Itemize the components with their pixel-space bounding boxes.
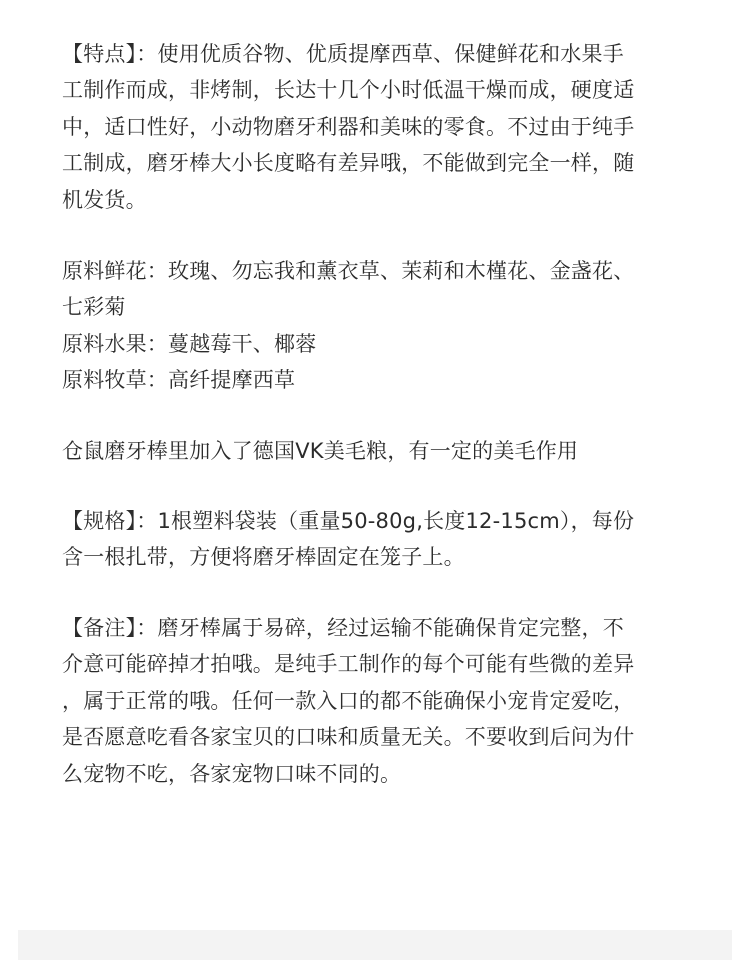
remarks-line: ，属于正常的哦。任何一款入口的都不能确保小宠肯定爱吃， <box>62 688 635 713</box>
remarks-paragraph <box>62 610 712 792</box>
product-description <box>62 36 712 792</box>
ingredients-fruit-line: 原料水果：蔓越莓干、椰蓉 <box>62 331 317 356</box>
remarks-line: 么宠物不吃，各家宠物口味不同的。 <box>62 761 402 786</box>
spec-line: 含一根扎带，方便将磨牙棒固定在笼子上。 <box>62 545 465 570</box>
paragraph-spacer <box>62 218 712 253</box>
ingredients-flowers-line: 七彩菊 <box>62 295 126 320</box>
ingredients-hay-line: 原料牧草：高纤提摩西草 <box>62 368 296 393</box>
remarks-line: 【备注】：磨牙棒属于易碎，经过运输不能确保肯定完整，不 <box>62 615 624 640</box>
remarks-line: 介意可能碎掉才拍哦。是纯手工制作的每个可能有些微的差异 <box>62 652 635 677</box>
paragraph-spacer <box>62 399 712 433</box>
features-line: 【特点】：使用优质谷物、优质提摩西草、保健鲜花和水果手 <box>62 42 624 66</box>
features-paragraph <box>62 36 712 218</box>
ingredients-flowers-line: 原料鲜花：玫瑰、勿忘我和薰衣草、茉莉和木槿花、金盏花、 <box>62 259 635 284</box>
features-line: 工制作而成，非烤制，长达十几个小时低温干燥而成，硬度适 <box>62 78 635 103</box>
features-line: 工制成，磨牙棒大小长度略有差异哦，不能做到完全一样，随 <box>62 151 635 176</box>
spec-line: 【规格】：1根塑料袋装（重量50-80g,长度12-15cm），每份 <box>62 509 635 534</box>
remarks-line: 是否愿意吃看各家宝贝的口味和质量无关。不要收到后问为什 <box>62 725 635 750</box>
vk-note-paragraph <box>62 433 712 469</box>
bottom-divider-band <box>18 930 732 960</box>
paragraph-spacer <box>62 469 712 503</box>
paragraph-spacer <box>62 576 712 610</box>
features-line: 机发货。 <box>62 187 147 212</box>
ingredients-paragraph <box>62 253 712 399</box>
spec-paragraph <box>62 503 712 576</box>
features-line: 中，适口性好，小动物磨牙利器和美味的零食。不过由于纯手 <box>62 114 635 139</box>
vk-note-line: 仓鼠磨牙棒里加入了德国VK美毛粮，有一定的美毛作用 <box>62 438 579 463</box>
